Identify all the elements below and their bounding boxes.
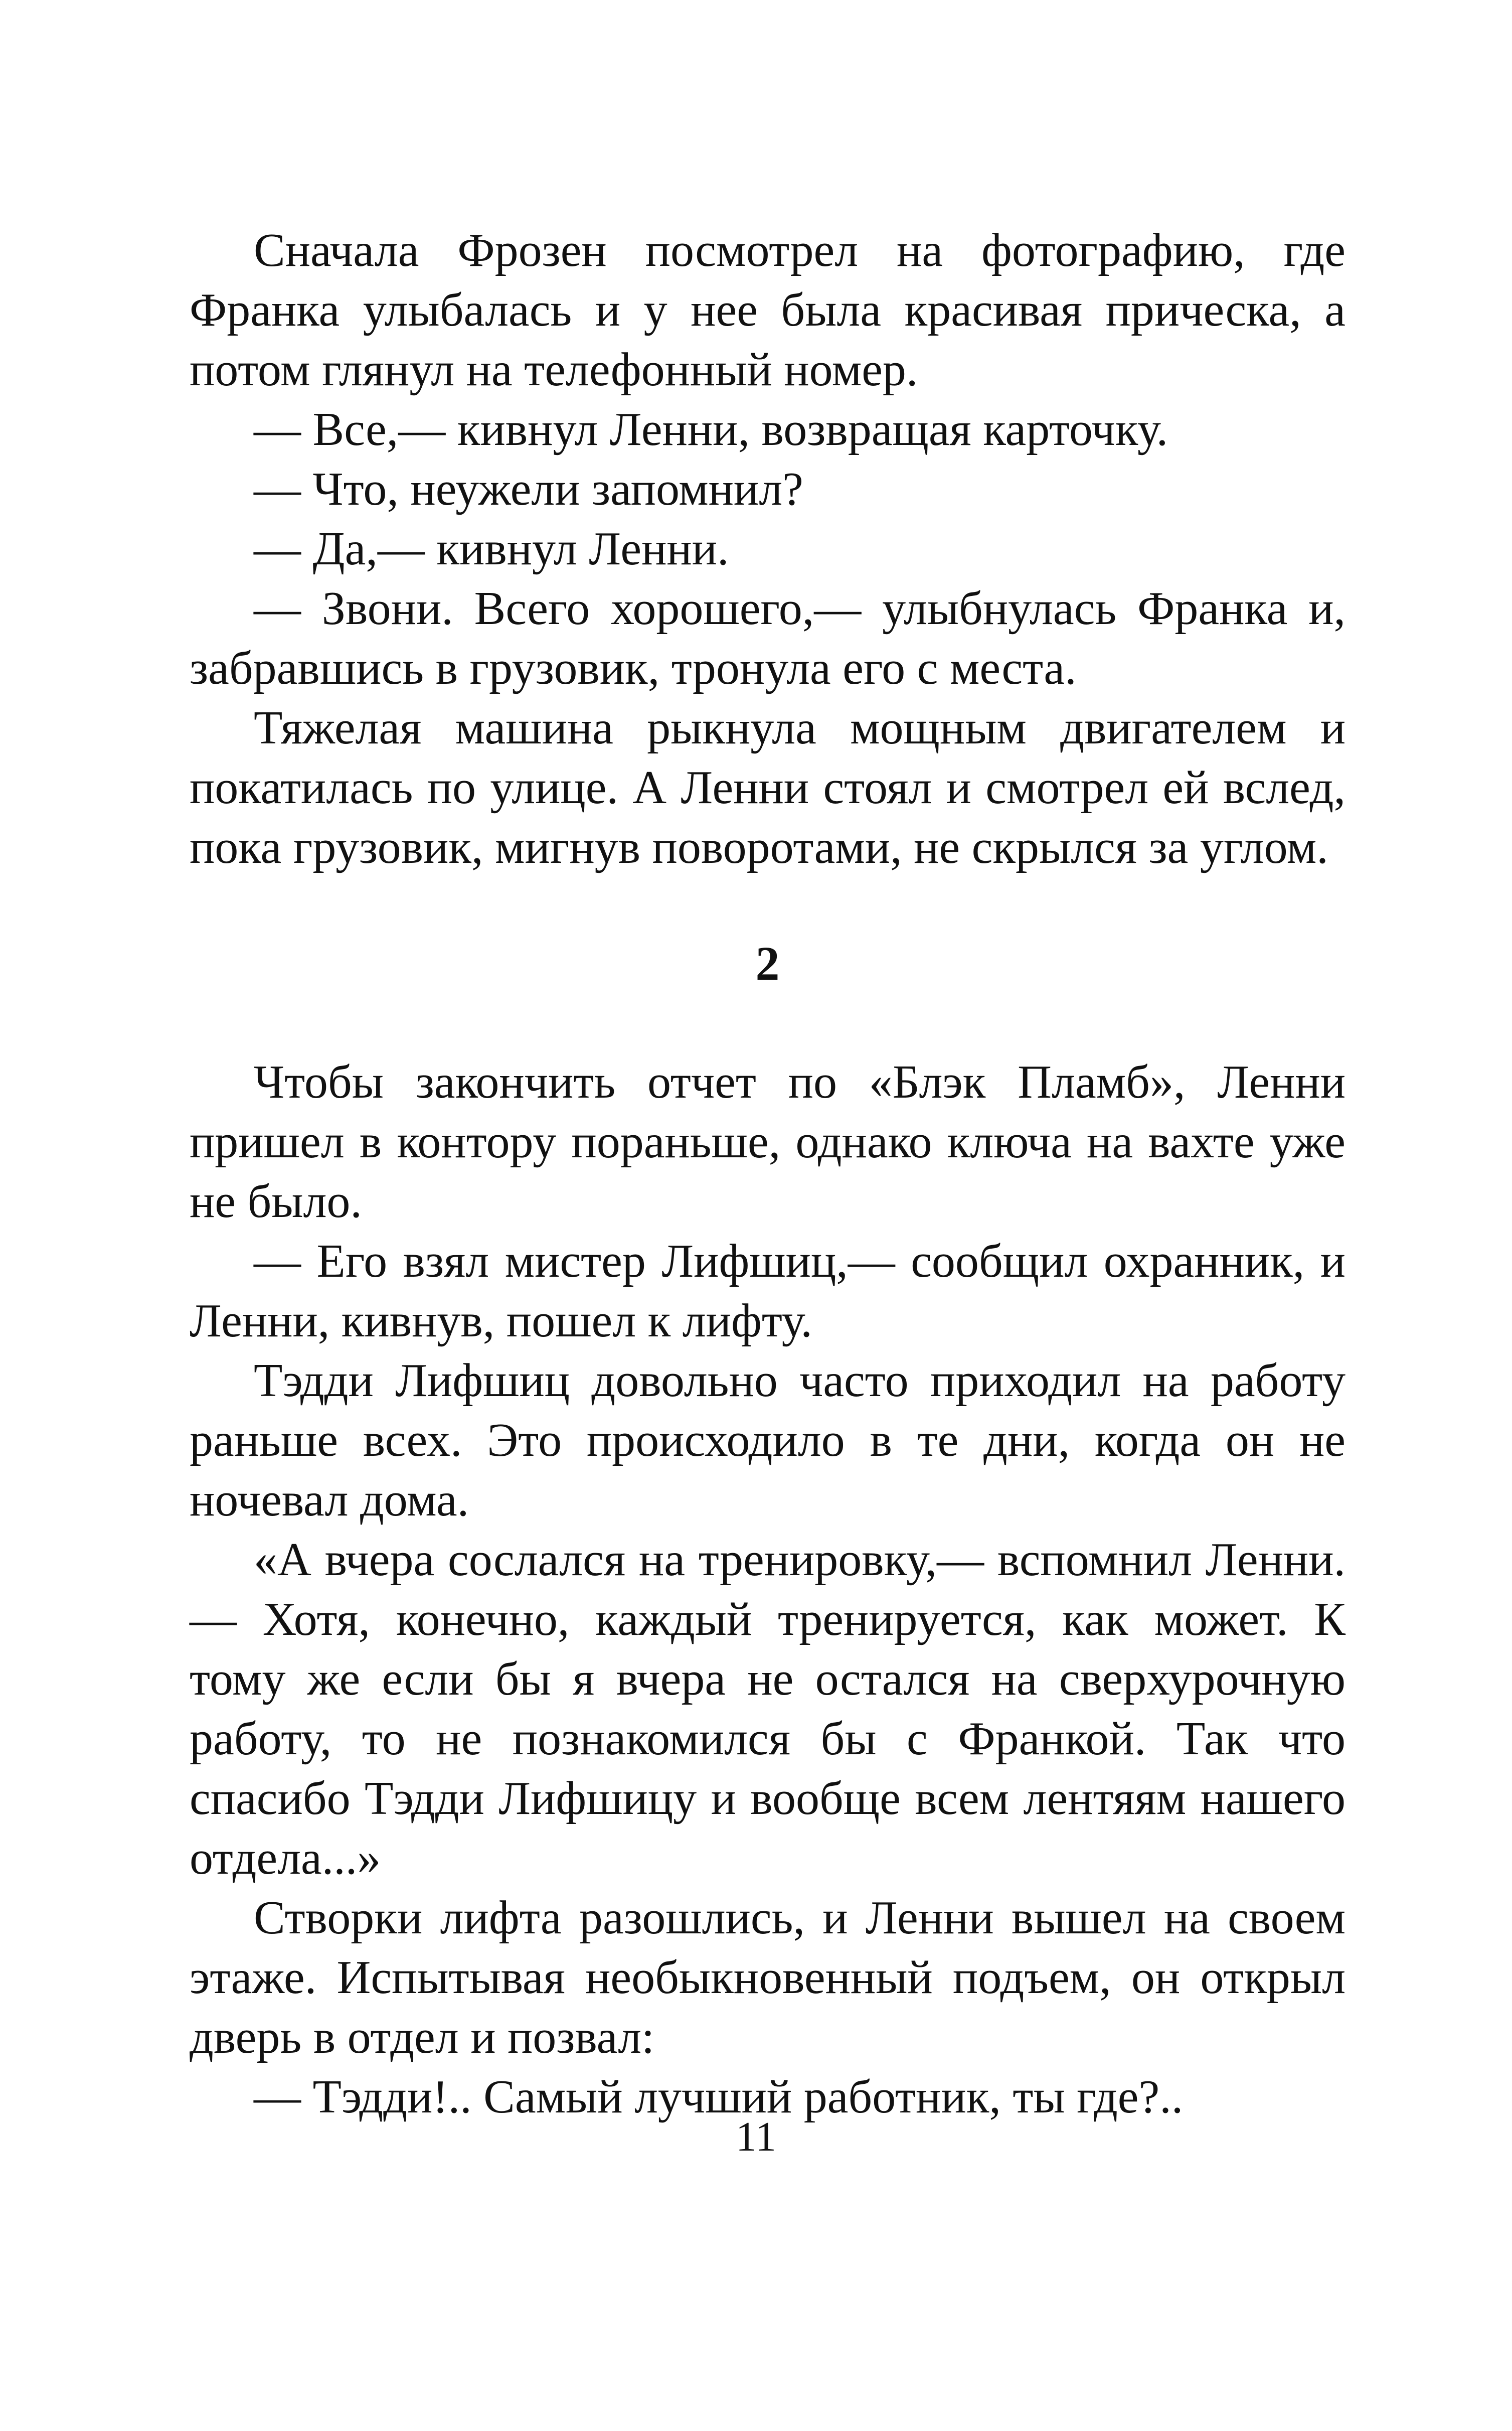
chapter-number: 2	[755, 937, 780, 990]
page-body	[190, 221, 1346, 2127]
spacer	[190, 877, 1346, 934]
paragraph: Тэдди Лифшиц довольно часто приходил на работу раньше всех. Это происходило в те дни, когда он не ночевал дома.	[190, 1354, 1346, 1526]
paragraph: — Звони. Всего хорошего,— улыбнулась Франка и, забравшись в грузовик, тронула его с места.	[190, 582, 1346, 694]
paragraph: Чтобы закончить отчет по «Блэк Пламб», Ленни пришел в контору пораньше, однако ключа на вахте уже не было.	[190, 1056, 1346, 1228]
paragraph: Створки лифта разошлись, и Ленни вышел на своем этаже. Испытывая необыкновенный подъем, он открыл дверь в отдел и позвал:	[190, 1892, 1346, 2063]
paragraph: Сначала Фрозен посмотрел на фотографию, где Франка улыбалась и у нее была красивая прическа, а потом глянул на телефонный номер.	[190, 224, 1346, 396]
spacer	[190, 993, 1346, 1052]
page-number: 11	[736, 2113, 776, 2160]
paragraph: — Все,— кивнул Ленни, возвращая карточку.	[254, 403, 1168, 455]
paragraph: — Тэдди!.. Самый лучший работник, ты где?..	[254, 2071, 1184, 2123]
paragraph: — Да,— кивнул Ленни.	[254, 523, 729, 575]
paragraph: — Его взял мистер Лифшиц,— сообщил охранник, и Ленни, кивнув, пошел к лифту.	[190, 1235, 1346, 1347]
paragraph: — Что, неужели запомнил?	[254, 463, 803, 515]
paragraph: Тяжелая машина рыкнула мощным двигателем и покатилась по улице. А Ленни стоял и смотрел ей вслед, пока грузовик, мигнув поворотами, не скрылся за углом.	[190, 702, 1346, 873]
paragraph: «А вчера сослался на тренировку,— вспомнил Ленни.— Хотя, конечно, каждый тренируется, как может. К тому же если бы я вчера не остался на сверхурочную работу, то не познакомился бы с Франкой. Так что спасибо Тэдди Лифшицу и вообще всем лентяям нашего отдела...»	[190, 1534, 1346, 1884]
